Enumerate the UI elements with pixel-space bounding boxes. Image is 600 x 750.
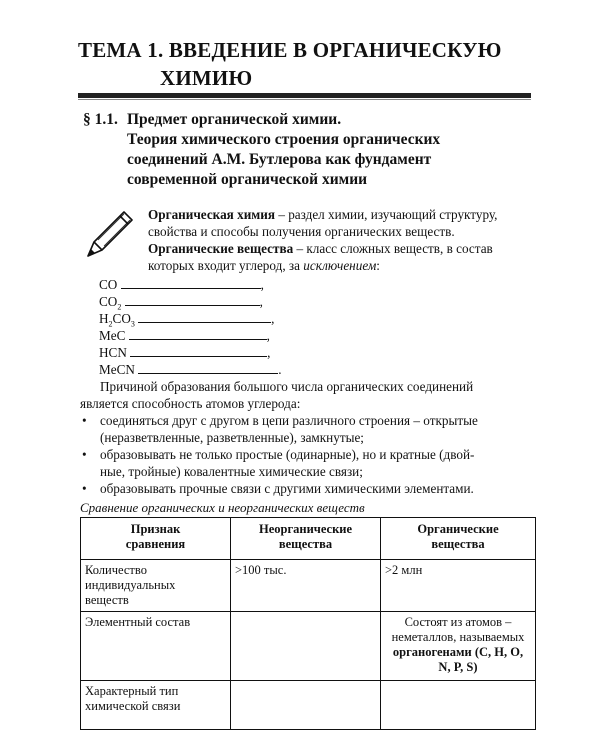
section-line4: современной органической химии: [127, 171, 368, 188]
cell-criterion: [81, 681, 231, 730]
header-line1: Органические: [417, 522, 499, 536]
table-row: [81, 681, 536, 730]
punct: ,: [260, 277, 264, 292]
header-inorganic: [231, 518, 381, 560]
list-item-line1: соединяться друг с другом в цепи различного строения – открытые: [100, 413, 478, 428]
fill-in-line[interactable]: [130, 345, 267, 357]
term-organic-substances: Органические вещества: [148, 241, 294, 256]
table-header-row: [81, 518, 536, 560]
cell-inorganic[interactable]: [231, 612, 381, 681]
definition-organic-chemistry: [102, 206, 534, 223]
blank-row: [99, 276, 282, 293]
formula: HCN: [99, 345, 131, 360]
definition-organic-chemistry-cont: [102, 223, 534, 240]
formula: $CO_2$: [99, 294, 122, 312]
chapter-title-line1: ТЕМА 1. ВВЕДЕНИЕ В ОРГАНИЧЕСКУЮ: [78, 38, 502, 62]
list-item: [80, 480, 534, 497]
header-line2: вещества: [431, 537, 485, 551]
blank-row: [99, 293, 282, 310]
list-item-line2: ные, тройные) ковалентные химические связи;: [100, 464, 363, 479]
blank-row: [99, 310, 282, 327]
cell-organic[interactable]: >2 млн: [381, 560, 536, 612]
cell-line: Характерный тип: [85, 684, 179, 698]
cell-line: индивидуальных: [85, 578, 176, 592]
punct: ,: [267, 345, 271, 360]
cell-line: неметаллов, называемых: [391, 630, 525, 644]
cell-line: химической связи: [85, 699, 181, 713]
section-number: § 1.1.: [83, 111, 118, 128]
intro-line1: Причиной образования большого числа органических соединений: [100, 379, 474, 394]
cell-inorganic[interactable]: >100 тыс.: [231, 560, 381, 612]
intro-line2: является способность атомов углерода:: [80, 396, 301, 411]
emphasis-exception: исключением: [303, 258, 377, 273]
cell-inorganic[interactable]: [231, 681, 381, 730]
punct: ,: [271, 311, 275, 326]
fill-in-line[interactable]: [138, 362, 278, 374]
definition-text-cont: свойства и способы получения органических веществ.: [148, 224, 455, 239]
definition-text: – класс сложных веществ, в состав: [293, 241, 493, 256]
header-line2: сравнения: [125, 537, 186, 551]
cell-line: Состоят из атомов –: [404, 615, 512, 629]
list-item-line2: (неразветвленные, разветвленные), замкнутые;: [100, 430, 364, 445]
blank-row: [99, 361, 282, 378]
list-item: [80, 412, 534, 446]
term-organic-chemistry: Органическая химия: [148, 207, 276, 222]
cell-line: Количество: [85, 563, 147, 577]
title-rule: [78, 93, 531, 98]
cell-criterion: [81, 560, 231, 612]
formula: MeCN: [99, 362, 139, 377]
blank-row: [99, 327, 282, 344]
punct: ,: [259, 294, 263, 309]
table-caption: Сравнение органических и неорганических веществ: [80, 500, 365, 515]
header-line2: вещества: [278, 537, 333, 551]
fill-in-line[interactable]: [138, 311, 271, 323]
table-row: [81, 560, 536, 612]
comparison-table: [80, 517, 536, 730]
table-row: [81, 612, 536, 681]
definition-text-cont: которых входит углерод, за: [148, 258, 304, 273]
punct: ,: [266, 328, 270, 343]
chapter-title-line2: ХИМИЮ: [160, 66, 253, 90]
cell-line-bold: N, P, S): [438, 660, 478, 674]
list-item-line1: образовывать прочные связи с другими химическими элементами.: [100, 481, 474, 496]
punct: .: [278, 362, 282, 377]
fill-in-line[interactable]: [121, 277, 261, 289]
blank-row: [99, 344, 282, 361]
definition-text: – раздел химии, изучающий структуру,: [275, 207, 498, 222]
formula: $H_2CO_3$: [99, 311, 135, 329]
section-heading: [83, 110, 523, 190]
carbon-abilities-list: [80, 412, 534, 497]
cell-line: веществ: [85, 593, 129, 607]
section-line1: Предмет органической химии.: [127, 111, 342, 128]
cell-organic[interactable]: [381, 612, 536, 681]
chapter-title: [78, 36, 548, 92]
cell-organic[interactable]: [381, 681, 536, 730]
definition-organic-substances: [102, 240, 534, 257]
definition-end: :: [376, 258, 380, 273]
header-line1: Признак: [130, 522, 181, 536]
section-line2: Теория химического строения органических: [127, 131, 441, 148]
definitions-block: [102, 206, 534, 274]
list-item-line1: образовывать не только простые (одинарные), но и кратные (двой-: [100, 447, 475, 462]
header-criterion: [81, 518, 231, 560]
exceptions-list: [99, 276, 282, 378]
title-rule-thin: [78, 99, 531, 100]
fill-in-line[interactable]: [125, 294, 260, 306]
formula: CO: [99, 277, 121, 292]
fill-in-line[interactable]: [129, 328, 267, 340]
carbon-explanation: [80, 378, 534, 497]
list-item: [80, 446, 534, 480]
formula: MeC: [99, 328, 129, 343]
header-organic: [381, 518, 536, 560]
definition-organic-substances-cont: [102, 257, 534, 274]
cell-criterion: Элементный состав: [81, 612, 231, 681]
header-line1: Неорганические: [258, 522, 353, 536]
section-line3: соединений А.М. Бутлерова как фундамент: [127, 151, 432, 168]
cell-line-bold: органогенами (C, H, O,: [392, 645, 524, 659]
